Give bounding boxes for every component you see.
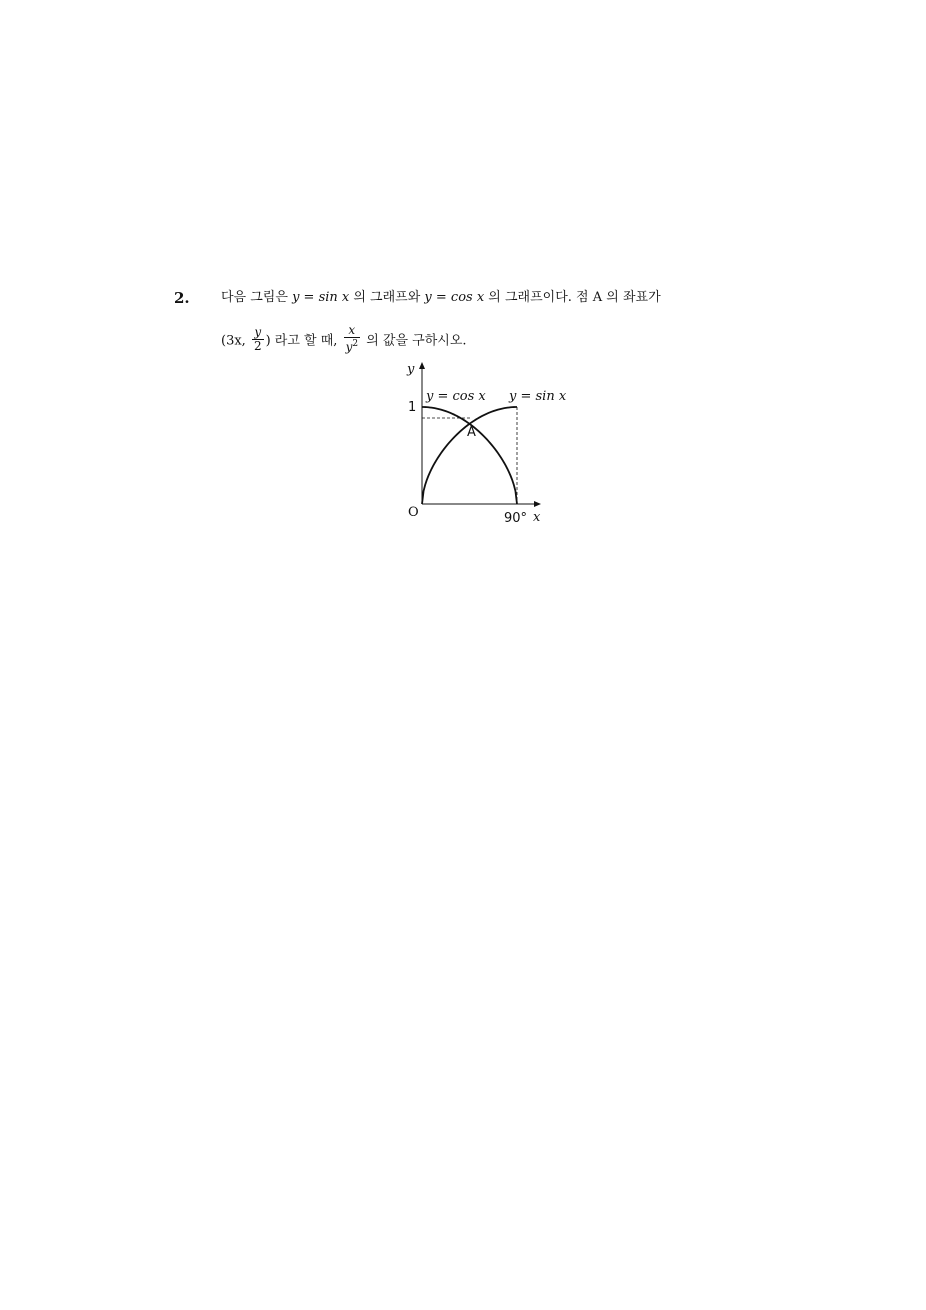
fraction-numerator: x <box>344 324 361 338</box>
y-tick-label: 1 <box>408 400 417 415</box>
fraction-denominator: 2 <box>253 338 262 353</box>
origin-label: O <box>408 505 419 520</box>
y-axis-label: y <box>407 362 415 377</box>
text-segment: 의 그래프이다. 점 A 의 좌표가 <box>484 290 661 305</box>
equation-cos: y = cos x <box>424 290 485 305</box>
text-segment: (3x, <box>221 333 250 349</box>
point-a-label: A <box>467 425 476 440</box>
equation-sin: y = sin x <box>292 290 350 305</box>
fraction-x-over-y-squared <box>344 324 361 354</box>
problem-text-line-1 <box>221 290 661 306</box>
denominator-exponent: 2 <box>352 339 359 349</box>
problem-text-line-2 <box>221 323 467 356</box>
fraction-y-over-2 <box>252 326 264 353</box>
cos-curve <box>422 407 517 504</box>
text-segment: 다음 그림은 <box>221 290 293 305</box>
trig-graph-figure <box>390 355 580 530</box>
fraction-denominator <box>344 338 361 354</box>
text-segment: ) 라고 할 때, <box>265 333 342 349</box>
cos-curve-label: y = cos x <box>426 389 486 404</box>
text-segment: 의 값을 구하시오. <box>362 333 467 349</box>
x-tick-label: 90° <box>504 511 528 526</box>
problem-number: 2. <box>174 289 190 307</box>
text-segment: 의 그래프와 <box>349 290 425 305</box>
x-axis-label: x <box>533 510 541 525</box>
fraction-numerator: y <box>252 326 264 340</box>
sin-curve-label: y = sin x <box>509 389 567 404</box>
sin-curve <box>422 407 517 504</box>
denominator-base: y <box>345 340 353 354</box>
